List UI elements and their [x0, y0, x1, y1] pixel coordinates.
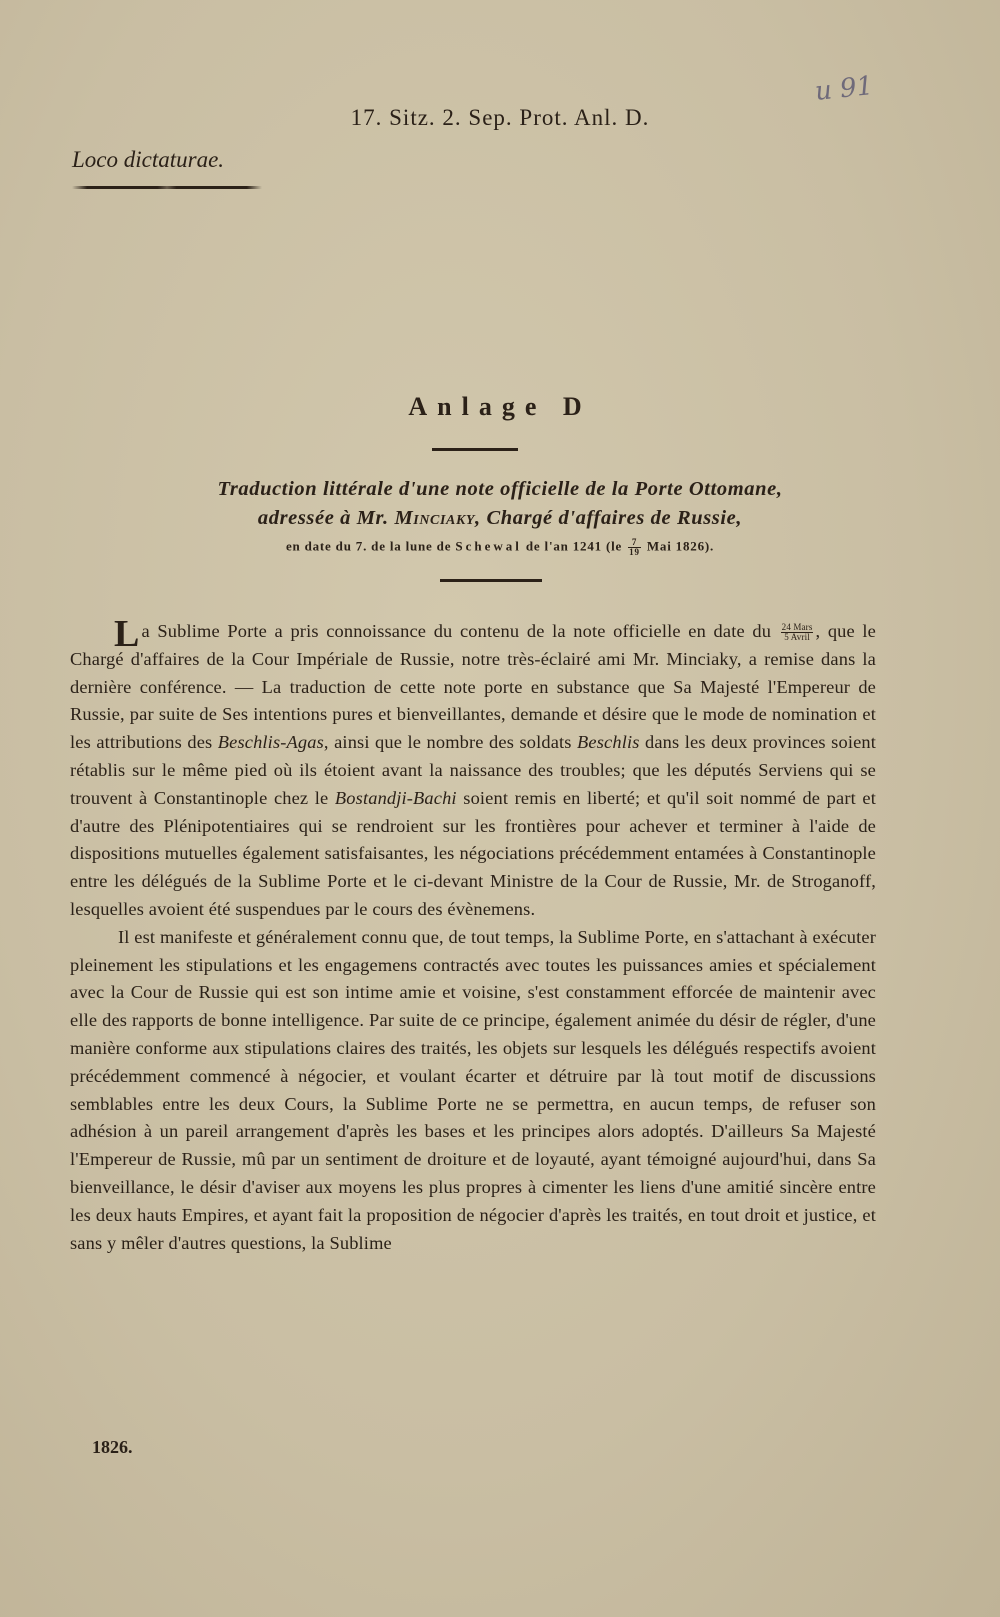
- annex-title: Anlage D: [408, 392, 592, 421]
- date-fraction: [628, 538, 641, 557]
- date-month: Schewal: [455, 538, 522, 554]
- pencil-annotation: u 91: [813, 71, 875, 107]
- date-post: de l'an 1241 (le: [521, 538, 627, 554]
- note-date-den: 5 Avril: [784, 632, 810, 643]
- term-beschlis-agas: Beschlis-Agas: [217, 732, 324, 753]
- term-beschlis: Beschlis: [577, 732, 640, 753]
- date-pre: en date du 7. de la lune de: [285, 538, 456, 554]
- date-fraction-den: 19: [629, 547, 640, 557]
- date-line: [120, 538, 880, 557]
- paragraph-1: [70, 613, 876, 924]
- subtitle-line-2-pre: adressée à Mr.: [257, 507, 395, 529]
- subtitle-line-2: [120, 507, 880, 530]
- page-year: 1826.: [92, 1437, 133, 1457]
- note-date-num: 24 Mars: [781, 622, 813, 633]
- drop-cap: L: [114, 613, 140, 655]
- term-bostandji-bachi: Bostandji-Bachi: [334, 787, 457, 808]
- date-end: Mai 1826).: [642, 538, 715, 554]
- p1-c: , ainsi que le nombre des soldats: [323, 732, 578, 753]
- p1-d: dans les deux provinces soient rétablis sur le même pied où ils étoient avant la naissance des troubles; que les députés Serviens qui se trouvent à Constantinople chez le: [70, 732, 876, 808]
- subtitle-line-1: Traduction littérale d'une note officielle de la Porte Ottomane,: [217, 478, 783, 500]
- section-rule: [440, 579, 542, 582]
- title-rule: [432, 448, 518, 451]
- ornamental-rule: [72, 186, 262, 189]
- note-date-fraction: [781, 623, 814, 642]
- protocol-reference: 17. Sitz. 2. Sep. Prot. Anl. D.: [350, 105, 650, 130]
- recipient-name: Minciaky: [394, 507, 476, 529]
- p1-b: , que le Chargé d'affaires de la Cour Impériale de Russie, notre très-éclairé ami Mr. Minciaky, a remise dans la dernière conférence. — La traduction de cette note porte en substance que Sa Majesté l'Empereur de Russie, par suite de Ses intentions pures et bienveillantes, demande et désire que le mode de nomination et les attributions des: [70, 621, 876, 753]
- body-text: [70, 613, 876, 1257]
- date-fraction-num: 7: [628, 538, 641, 548]
- subtitle-line-2-post: , Chargé d'affaires de Russie,: [475, 507, 743, 529]
- p1-a: a Sublime Porte a pris connoissance du contenu de la note officielle en date du: [141, 621, 779, 641]
- loco-dictaturae: Loco dictaturae.: [72, 147, 225, 172]
- p1-e: soient remis en liberté; et qu'il soit nommé de part et d'autre des Plénipotentiaires qui se rendroient sur les frontières pour achever et terminer à l'aide de dispositions mutuelles également satisfaisantes, les négociations précédemment entamées à Constantinople entre les délégués de la Sublime Porte et le ci-devant Ministre de la Cour de Russie, Mr. de Stroganoff, lesquelles avoient été suspendues par le cours des évènemens.: [70, 787, 876, 919]
- paragraph-2: Il est manifeste et généralement connu que, de tout temps, la Sublime Porte, en s'attachant à exécuter pleinement les stipulations et les engagemens contractés avec toutes les puissances amies et spécialement avec la Cour de Russie qui est son intime amie et voisine, s'est constamment efforcée de maintenir avec elle des rapports de bonne intelligence. Par suite de ce principe, également animée du désir de régler, d'une manière conforme aux stipulations claires des traités, les objets sur lesquels les délégués respectifs avoient précédemment commencé à négocier, et voulant écarter et détruire par là tout motif de discussions semblables entre les deux Cours, la Sublime Porte ne se permettra, en aucun temps, de refuser son adhésion à un pareil arrangement d'après les bases et les principes alors adoptés. D'ailleurs Sa Majesté l'Empereur de Russie, mû par un sentiment de droiture et de loyauté, ayant témoigné aujourd'hui, dans Sa bienveillance, le désir d'aviser aux moyens les plus propres à cimenter les liens d'une amitié sincère entre les deux hauts Empires, et ayant fait la proposition de négocier d'après les traités, en tout droit et justice, et sans y mêler d'autres questions, la Sublime: [70, 926, 876, 1253]
